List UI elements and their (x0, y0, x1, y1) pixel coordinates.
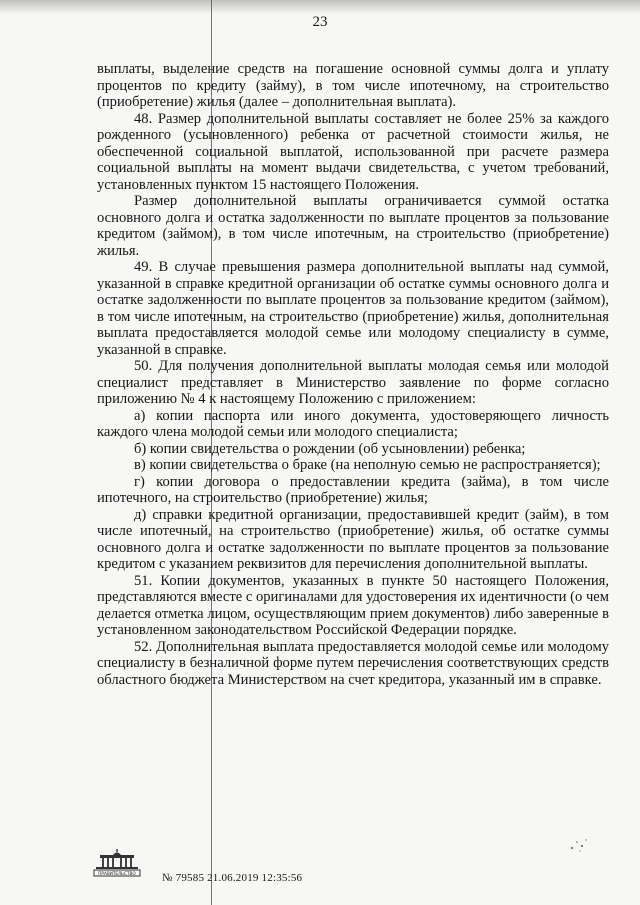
document-body (97, 61, 609, 688)
page-number: 23 (312, 14, 328, 30)
stamp-caption: ПРАВИТЕЛЬСТВО (98, 871, 136, 876)
paragraph-51: 51. Копии документов, указанных в пункте 50 настоящего Положения, представляются вместе с оригиналами для удостоверения их идентичности (о чем делается отметка лицом, осуществляющим прием документов) либо заверенные в установленном законодательством Российской Федерации порядке. (97, 572, 609, 638)
list-item-a: а) копии паспорта или иного документа, удостоверяющего личность каждого члена молодой семьи или молодого специалиста; (97, 407, 609, 440)
paragraph-50: 50. Для получения дополнительной выплаты молодая семья или молодой специалист представляет в Министерство заявление по форме согласно приложению № 4 к настоящему Положению с приложением: (97, 358, 609, 407)
paragraph-48: 48. Размер дополнительной выплаты составляет не более 25% за каждого рожденного (усыновленного) ребенка от расчетной стоимости жилья, не обеспеченной социальной выплатой, использованной при расчете размера социальной выплаты на момент выдачи свидетельства, с учетом требований, установленных пунктом 15 настоящего Положения. (97, 110, 609, 193)
scan-edge-shadow (0, 0, 640, 14)
list-item-e: д) справки кредитной организации, предоставившей кредит (займ), в том числе ипотечный, на строительство (приобретение) жилья, об остатке суммы основного долга и остатке задолженности по выплате процентов за пользование кредитом с указанием реквизитов для перечисления дополнительной выплаты. (97, 506, 609, 572)
paragraph-52: 52. Дополнительная выплата предоставляется молодой семье или молодому специалисту в безналичной форме путем перечисления соответствующих средств областного бюджета Министерством на счет кредитора, указанный им в справке. (97, 638, 609, 688)
scan-specks (568, 836, 590, 854)
government-building-stamp-icon (92, 849, 142, 877)
paragraph-48-limit: Размер дополнительной выплаты ограничивается суммой остатка основного долга и остатка задолженности по выплате процентов за пользование кредитом (займом), в том числе ипотечным, на строительство (приобретение) жилья. (97, 193, 609, 259)
paragraph-continuation: выплаты, выделение средств на погашение основной суммы долга и уплату процентов по кредиту (займу), в том числе ипотечному, на строительство (приобретение) жилья (далее – дополнительная выплата). (97, 61, 609, 110)
list-item-b: б) копии свидетельства о рождении (об усыновлении) ребенка; (134, 440, 526, 457)
paragraph-49: 49. В случае превышения размера дополнительной выплаты над суммой, указанной в справке кредитной организации об остатке суммы основного долга и остатке задолженности по выплате процентов за пользование кредитом (займом), в том числе ипотечным, на строительство (приобретение) жилья, дополнительная выплата предоставляется молодой семье или молодому специалисту в сумме, указанной в справке. (97, 259, 609, 358)
list-item-c: в) копии свидетельства о браке (на неполную семью не распространяется); (134, 457, 601, 473)
registration-number: № 79585 21.06.2019 12:35:56 (162, 872, 303, 884)
list-item-d: г) копии договора о предоставлении кредита (займа), в том числе ипотечного, на строительство (приобретение) жилья; (97, 473, 609, 506)
